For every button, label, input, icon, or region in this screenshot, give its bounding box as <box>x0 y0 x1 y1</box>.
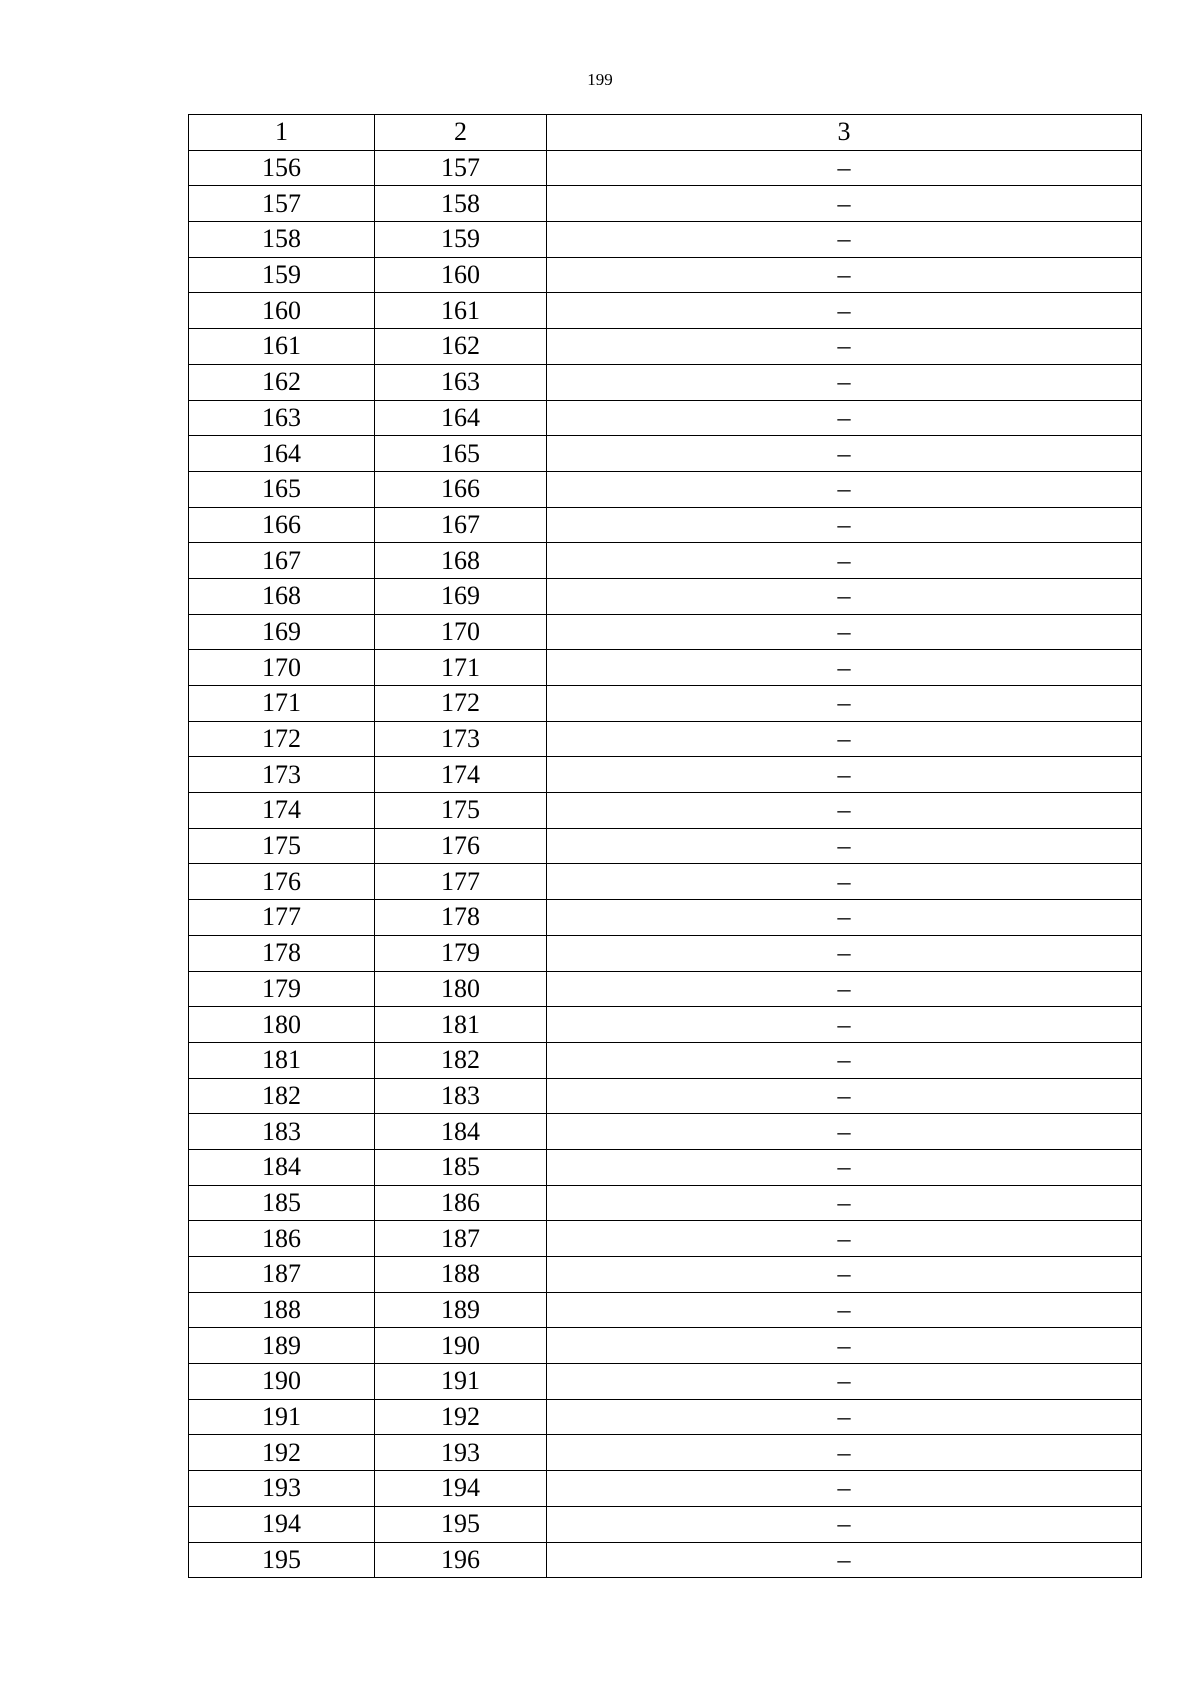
table-cell-col-1: 163 <box>189 400 375 436</box>
table-cell-col-3: – <box>547 1399 1142 1435</box>
table-body <box>189 150 1142 1578</box>
table-row <box>189 971 1142 1007</box>
table-cell-col-2: 163 <box>375 364 547 400</box>
table-cell-col-2: 169 <box>375 578 547 614</box>
table-row <box>189 1114 1142 1150</box>
table-cell-col-3: – <box>547 436 1142 472</box>
table-cell-col-1: 187 <box>189 1257 375 1293</box>
table-cell-col-2: 195 <box>375 1506 547 1542</box>
table-cell-col-1: 175 <box>189 828 375 864</box>
table-cell-col-3: – <box>547 186 1142 222</box>
table-cell-col-1: 185 <box>189 1185 375 1221</box>
table-row <box>189 1221 1142 1257</box>
table-cell-col-3: – <box>547 721 1142 757</box>
table-cell-col-1: 179 <box>189 971 375 1007</box>
table-cell-col-1: 157 <box>189 186 375 222</box>
table-cell-col-3: – <box>547 1542 1142 1578</box>
table-cell-col-3: – <box>547 1042 1142 1078</box>
column-header-2: 2 <box>375 115 547 151</box>
table-row <box>189 400 1142 436</box>
table-cell-col-2: 165 <box>375 436 547 472</box>
table-header-row <box>189 115 1142 151</box>
table-cell-col-2: 180 <box>375 971 547 1007</box>
table-cell-col-3: – <box>547 543 1142 579</box>
table-row <box>189 1364 1142 1400</box>
table-row <box>189 1435 1142 1471</box>
table-cell-col-2: 171 <box>375 650 547 686</box>
table-cell-col-3: – <box>547 793 1142 829</box>
table-row <box>189 864 1142 900</box>
table-cell-col-3: – <box>547 686 1142 722</box>
table-row <box>189 935 1142 971</box>
table-cell-col-3: – <box>547 650 1142 686</box>
table-cell-col-2: 192 <box>375 1399 547 1435</box>
table-cell-col-1: 168 <box>189 578 375 614</box>
table-cell-col-1: 180 <box>189 1007 375 1043</box>
table-cell-col-2: 190 <box>375 1328 547 1364</box>
table-row <box>189 293 1142 329</box>
table-cell-col-1: 170 <box>189 650 375 686</box>
table-row <box>189 686 1142 722</box>
table-cell-col-1: 174 <box>189 793 375 829</box>
table-cell-col-3: – <box>547 1506 1142 1542</box>
table-cell-col-2: 162 <box>375 329 547 365</box>
table-cell-col-2: 160 <box>375 257 547 293</box>
table-cell-col-2: 159 <box>375 222 547 258</box>
table-cell-col-3: – <box>547 971 1142 1007</box>
table-cell-col-2: 158 <box>375 186 547 222</box>
table-cell-col-1: 189 <box>189 1328 375 1364</box>
table-cell-col-3: – <box>547 935 1142 971</box>
table-cell-col-2: 189 <box>375 1292 547 1328</box>
table-cell-col-3: – <box>547 257 1142 293</box>
table-cell-col-2: 161 <box>375 293 547 329</box>
table-row <box>189 471 1142 507</box>
table-row <box>189 186 1142 222</box>
table-row <box>189 150 1142 186</box>
page-number: 199 <box>587 70 613 89</box>
table-cell-col-3: – <box>547 293 1142 329</box>
table-cell-col-2: 184 <box>375 1114 547 1150</box>
table-cell-col-2: 188 <box>375 1257 547 1293</box>
table-cell-col-3: – <box>547 1292 1142 1328</box>
table-cell-col-3: – <box>547 1257 1142 1293</box>
table-cell-col-2: 193 <box>375 1435 547 1471</box>
table-cell-col-3: – <box>547 828 1142 864</box>
data-table-container <box>188 114 1142 1578</box>
table-row <box>189 757 1142 793</box>
table-cell-col-1: 156 <box>189 150 375 186</box>
table-cell-col-1: 171 <box>189 686 375 722</box>
table-cell-col-3: – <box>547 864 1142 900</box>
table-cell-col-2: 164 <box>375 400 547 436</box>
table-cell-col-2: 186 <box>375 1185 547 1221</box>
table-cell-col-2: 170 <box>375 614 547 650</box>
table-cell-col-1: 177 <box>189 900 375 936</box>
table-cell-col-1: 194 <box>189 1506 375 1542</box>
table-cell-col-3: – <box>547 1078 1142 1114</box>
table-cell-col-2: 194 <box>375 1471 547 1507</box>
table-cell-col-2: 182 <box>375 1042 547 1078</box>
table-cell-col-3: – <box>547 1364 1142 1400</box>
table-row <box>189 1292 1142 1328</box>
table-row <box>189 257 1142 293</box>
table-row <box>189 578 1142 614</box>
table-cell-col-2: 172 <box>375 686 547 722</box>
table-cell-col-2: 185 <box>375 1149 547 1185</box>
table-cell-col-3: – <box>547 471 1142 507</box>
table-cell-col-2: 173 <box>375 721 547 757</box>
table-cell-col-2: 157 <box>375 150 547 186</box>
column-header-3: 3 <box>547 115 1142 151</box>
table-cell-col-3: – <box>547 1007 1142 1043</box>
table-cell-col-3: – <box>547 578 1142 614</box>
table-row <box>189 543 1142 579</box>
table-cell-col-2: 183 <box>375 1078 547 1114</box>
table-row <box>189 329 1142 365</box>
table-cell-col-3: – <box>547 1114 1142 1150</box>
table-cell-col-2: 191 <box>375 1364 547 1400</box>
table-cell-col-1: 186 <box>189 1221 375 1257</box>
table-row <box>189 1042 1142 1078</box>
table-cell-col-3: – <box>547 1435 1142 1471</box>
table-cell-col-1: 172 <box>189 721 375 757</box>
table-cell-col-1: 173 <box>189 757 375 793</box>
table-cell-col-1: 161 <box>189 329 375 365</box>
table-cell-col-3: – <box>547 364 1142 400</box>
table-row <box>189 1399 1142 1435</box>
table-row <box>189 507 1142 543</box>
table-cell-col-3: – <box>547 757 1142 793</box>
table-cell-col-3: – <box>547 329 1142 365</box>
table-cell-col-2: 175 <box>375 793 547 829</box>
table-cell-col-1: 178 <box>189 935 375 971</box>
column-header-1: 1 <box>189 115 375 151</box>
table-row <box>189 1149 1142 1185</box>
table-cell-col-1: 183 <box>189 1114 375 1150</box>
table-cell-col-1: 191 <box>189 1399 375 1435</box>
table-row <box>189 1078 1142 1114</box>
table-cell-col-1: 176 <box>189 864 375 900</box>
table-cell-col-3: – <box>547 1221 1142 1257</box>
table-cell-col-1: 181 <box>189 1042 375 1078</box>
table-row <box>189 1007 1142 1043</box>
table-row <box>189 1257 1142 1293</box>
table-row <box>189 721 1142 757</box>
table-cell-col-1: 192 <box>189 1435 375 1471</box>
table-cell-col-1: 160 <box>189 293 375 329</box>
table-cell-col-1: 188 <box>189 1292 375 1328</box>
table-row <box>189 436 1142 472</box>
table-cell-col-2: 176 <box>375 828 547 864</box>
table-cell-col-2: 181 <box>375 1007 547 1043</box>
table-cell-col-1: 165 <box>189 471 375 507</box>
table-cell-col-3: – <box>547 1328 1142 1364</box>
table-row <box>189 1471 1142 1507</box>
table-cell-col-2: 178 <box>375 900 547 936</box>
table-cell-col-2: 177 <box>375 864 547 900</box>
table-row <box>189 1506 1142 1542</box>
table-cell-col-3: – <box>547 507 1142 543</box>
table-cell-col-3: – <box>547 150 1142 186</box>
table-cell-col-1: 182 <box>189 1078 375 1114</box>
table-row <box>189 900 1142 936</box>
table-cell-col-1: 166 <box>189 507 375 543</box>
table-row <box>189 793 1142 829</box>
table-row <box>189 614 1142 650</box>
table-row <box>189 1542 1142 1578</box>
table-cell-col-1: 169 <box>189 614 375 650</box>
table-cell-col-1: 164 <box>189 436 375 472</box>
table-cell-col-2: 166 <box>375 471 547 507</box>
table-row <box>189 1328 1142 1364</box>
table-cell-col-1: 193 <box>189 1471 375 1507</box>
table-cell-col-3: – <box>547 614 1142 650</box>
table-cell-col-1: 184 <box>189 1149 375 1185</box>
table-cell-col-1: 190 <box>189 1364 375 1400</box>
table-cell-col-1: 158 <box>189 222 375 258</box>
table-cell-col-3: – <box>547 1185 1142 1221</box>
table-row <box>189 1185 1142 1221</box>
table-cell-col-1: 167 <box>189 543 375 579</box>
table-row <box>189 364 1142 400</box>
table-cell-col-3: – <box>547 1149 1142 1185</box>
data-table <box>188 114 1142 1578</box>
table-cell-col-2: 179 <box>375 935 547 971</box>
table-row <box>189 828 1142 864</box>
table-cell-col-2: 174 <box>375 757 547 793</box>
table-cell-col-3: – <box>547 900 1142 936</box>
table-cell-col-2: 167 <box>375 507 547 543</box>
table-cell-col-2: 168 <box>375 543 547 579</box>
table-row <box>189 222 1142 258</box>
table-cell-col-1: 162 <box>189 364 375 400</box>
table-cell-col-1: 195 <box>189 1542 375 1578</box>
table-cell-col-3: – <box>547 1471 1142 1507</box>
table-cell-col-2: 196 <box>375 1542 547 1578</box>
table-row <box>189 650 1142 686</box>
table-cell-col-1: 159 <box>189 257 375 293</box>
table-cell-col-3: – <box>547 400 1142 436</box>
table-cell-col-3: – <box>547 222 1142 258</box>
table-cell-col-2: 187 <box>375 1221 547 1257</box>
